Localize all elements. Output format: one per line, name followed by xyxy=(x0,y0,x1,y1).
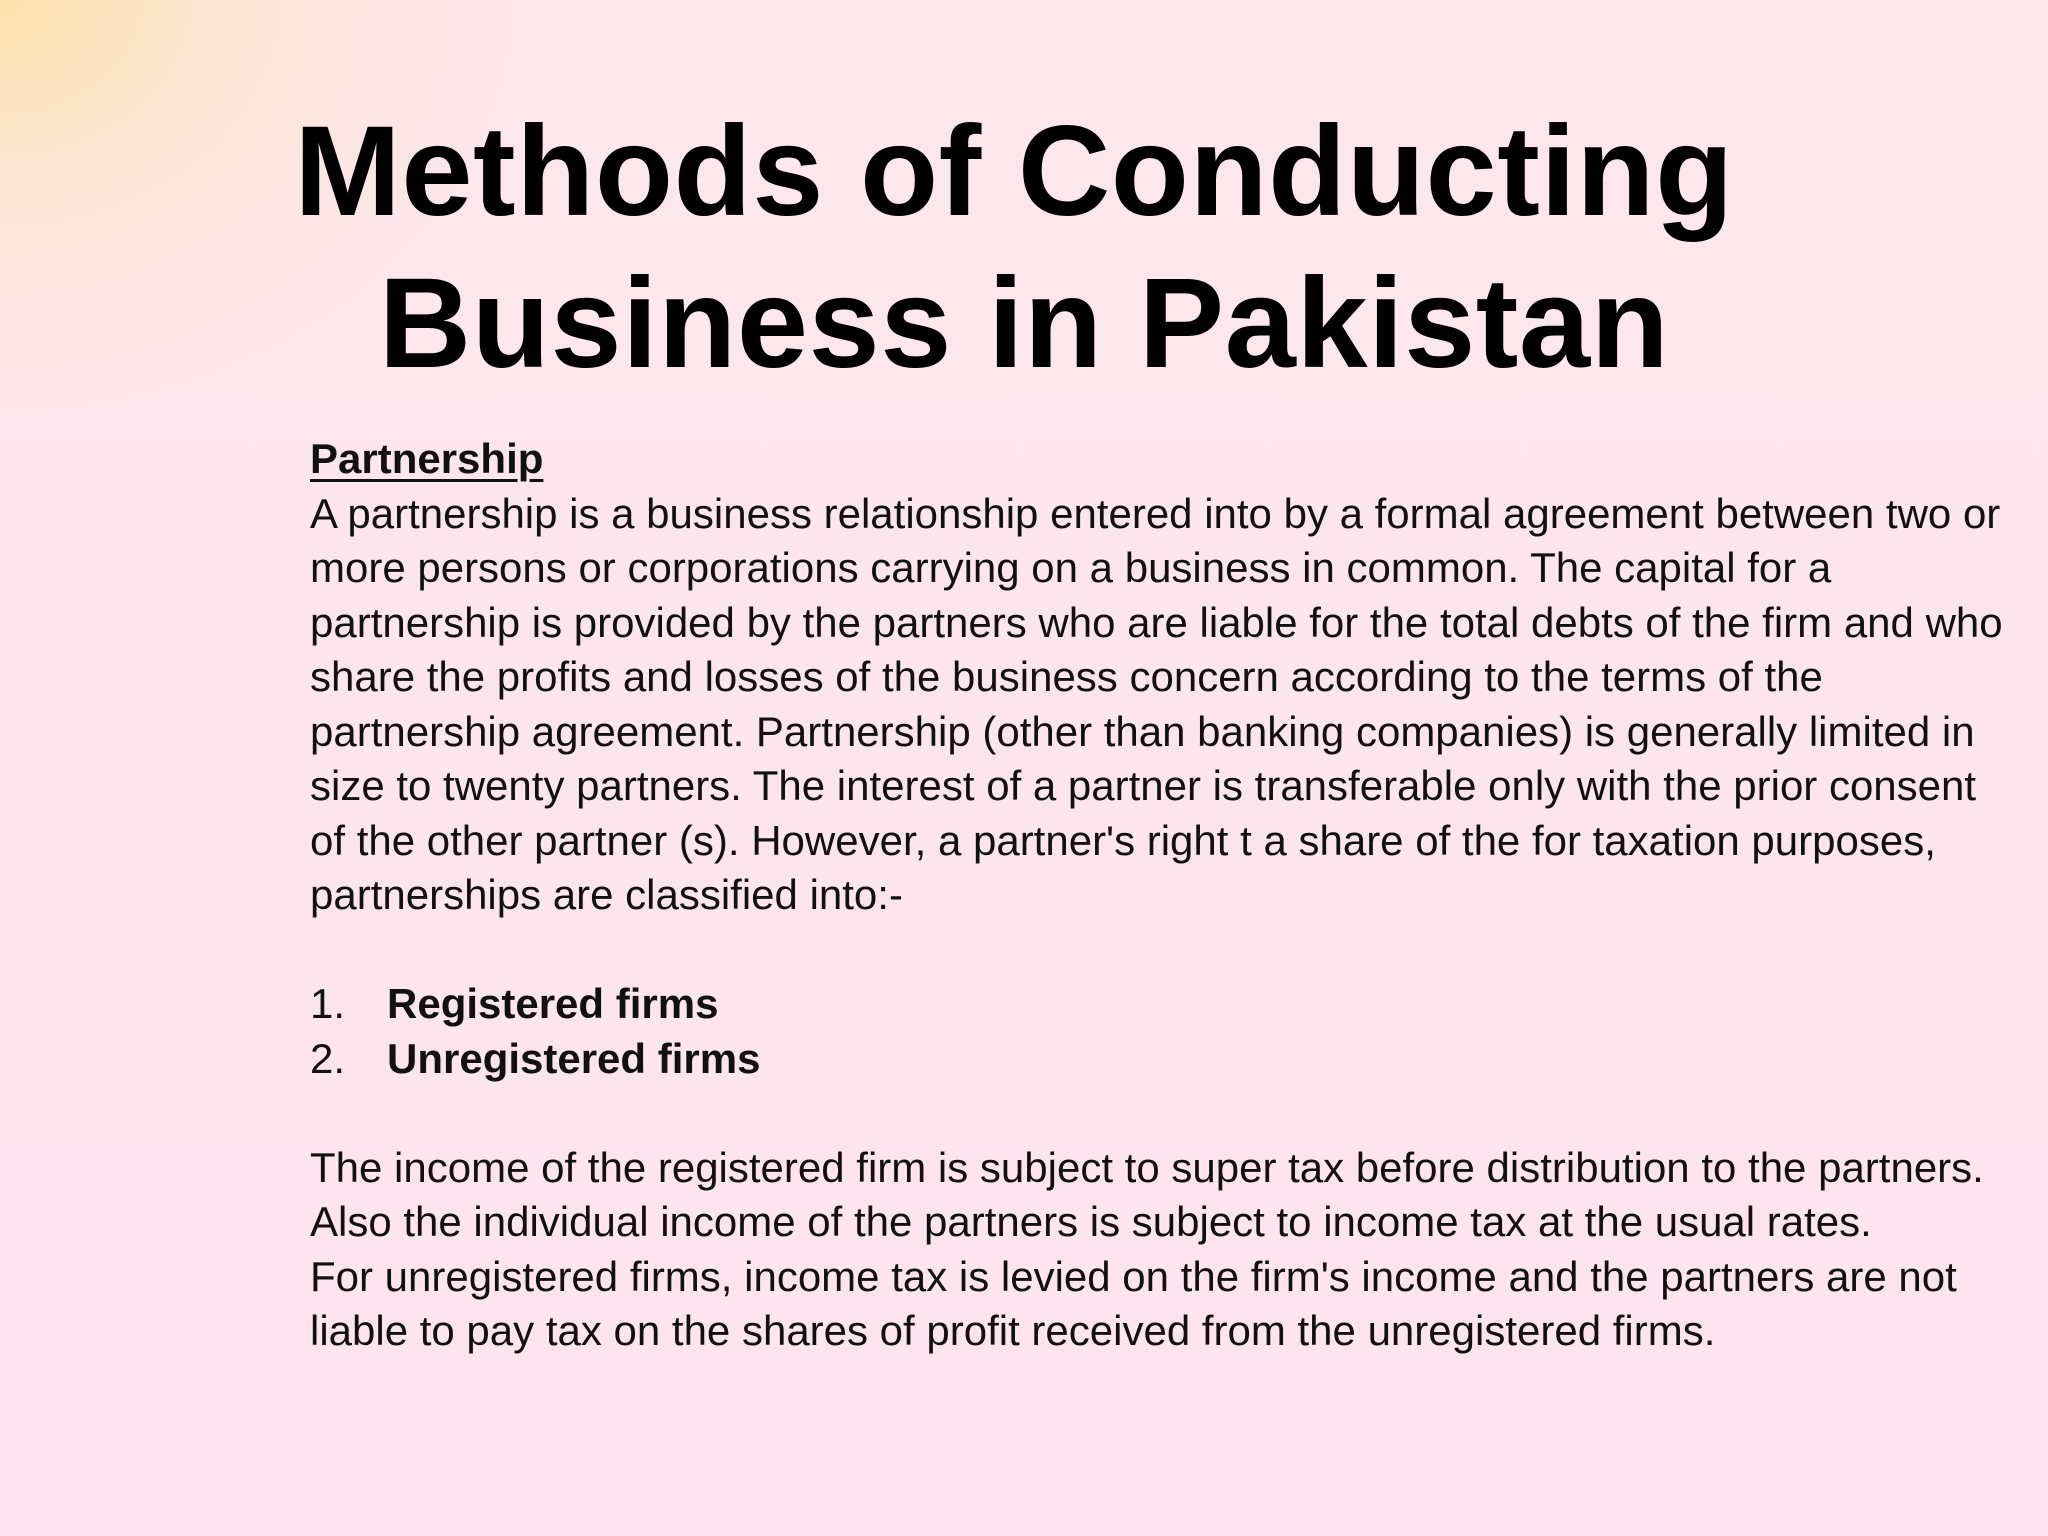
list-item xyxy=(310,977,2010,1032)
list-item-label: Registered firms xyxy=(387,980,719,1027)
slide-title xyxy=(0,96,2048,400)
slide-title-line-1: Methods of Conducting xyxy=(294,100,1734,243)
slide-body xyxy=(310,432,2010,1359)
unregistered-firm-paragraph: For unregistered firms, income tax is levied on the firm's income and the partners are not liable to pay tax on the shares of profit received from the unregistered firms. xyxy=(310,1252,1957,1354)
partnership-paragraph: A partnership is a business relationship entered into by a formal agreement between two or more persons or corporations carrying on a business in common. The capital for a partnership is provided by the partners who are liable for the total debts of the firm and who share the profits and losses of the business concern according to the terms of the partnership agreement. Partnership (other than banking companies) is generally limited in size to twenty partners. The interest of a partner is transferable only with the prior consent of the other partner (s). However, a partner's right t a share of the for taxation purposes, partnerships are classified into:- xyxy=(310,489,2003,918)
section-heading: Partnership xyxy=(310,435,544,482)
list-item-label: Unregistered firms xyxy=(387,1034,761,1082)
spacer xyxy=(310,923,2010,978)
list-item-number: 2. xyxy=(310,1034,346,1082)
list-item-number: 1. xyxy=(310,980,346,1027)
list-item xyxy=(310,1032,2010,1087)
registered-firm-paragraph: The income of the registered firm is subject to super tax before distribution to the partners. Also the individual income of the partners is subject to income tax at the usual rates. xyxy=(310,1143,1984,1245)
spacer xyxy=(310,1086,2010,1141)
slide-title-line-2: Business in Pakistan xyxy=(378,252,1670,395)
firm-types-list xyxy=(310,977,2010,1086)
